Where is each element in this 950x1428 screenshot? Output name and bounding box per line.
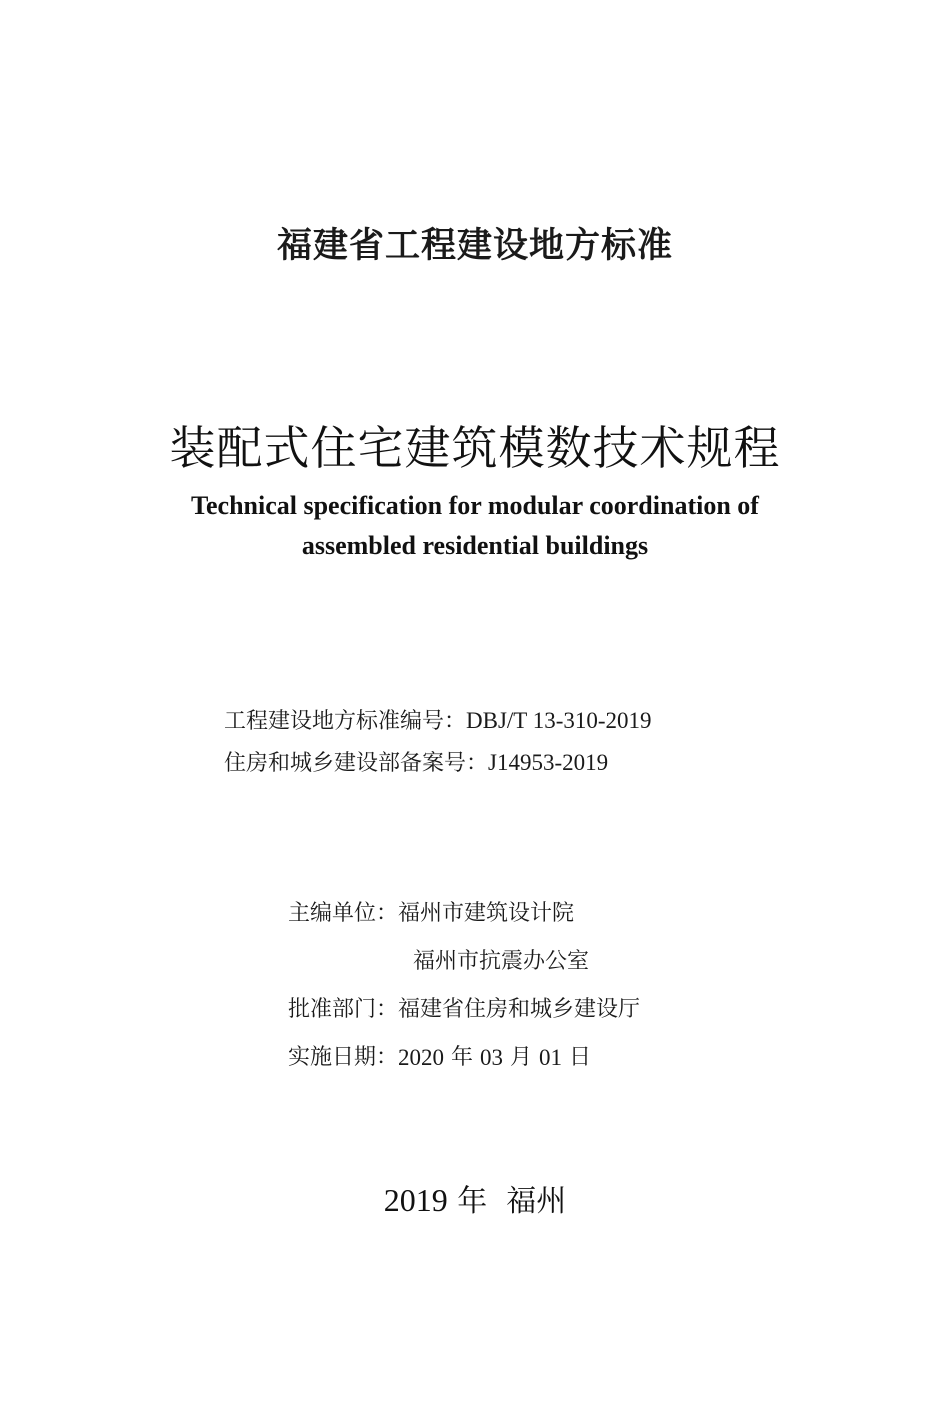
- effective-year-unit: 年: [444, 1045, 481, 1070]
- chief-editor-2: 福州市抗震办公室: [413, 949, 590, 974]
- approval-label: 批准部门：: [288, 997, 399, 1022]
- publication-year: 2019: [383, 1182, 448, 1218]
- series-title: 福建省工程建设地方标准: [276, 226, 673, 266]
- chief-editor-row: [288, 893, 848, 941]
- standard-number-value: DBJ/T 13-310-2019: [466, 708, 652, 733]
- effective-date-label: 实施日期：: [288, 1045, 399, 1070]
- standard-number-row: [224, 700, 864, 742]
- english-title-line-1: Technical specification for modular coordination of: [191, 491, 759, 520]
- effective-date-row: [288, 1037, 848, 1085]
- effective-year: 2020: [398, 1045, 445, 1070]
- record-number-label: 住房和城乡建设部备案号：: [224, 751, 489, 776]
- standard-codes: [224, 700, 864, 784]
- document-title-english: [0, 486, 950, 566]
- publication-city: 福州: [506, 1184, 567, 1219]
- record-number-row: [224, 742, 864, 784]
- effective-month: 03: [480, 1045, 504, 1070]
- document-title-chinese: 装配式住宅建筑模数技术规程: [169, 421, 781, 475]
- chief-editor-label: 主编单位：: [288, 901, 399, 926]
- publication-year-unit: 年: [447, 1184, 507, 1219]
- chief-editor-1: 福州市建筑设计院: [398, 901, 575, 926]
- standard-number-label: 工程建设地方标准编号：: [224, 709, 467, 734]
- effective-month-unit: 月: [503, 1045, 540, 1070]
- publication-footer: [0, 1176, 950, 1220]
- approval-value: 福建省住房和城乡建设厅: [398, 997, 641, 1022]
- effective-day: 01: [539, 1045, 563, 1070]
- effective-day-unit: 日: [562, 1045, 592, 1070]
- english-title-line-2: assembled residential buildings: [301, 531, 649, 560]
- approval-row: [288, 989, 848, 1037]
- record-number-value: J14953-2019: [488, 750, 609, 775]
- chief-editor-row-2: [288, 941, 848, 989]
- publication-info: [288, 893, 848, 1085]
